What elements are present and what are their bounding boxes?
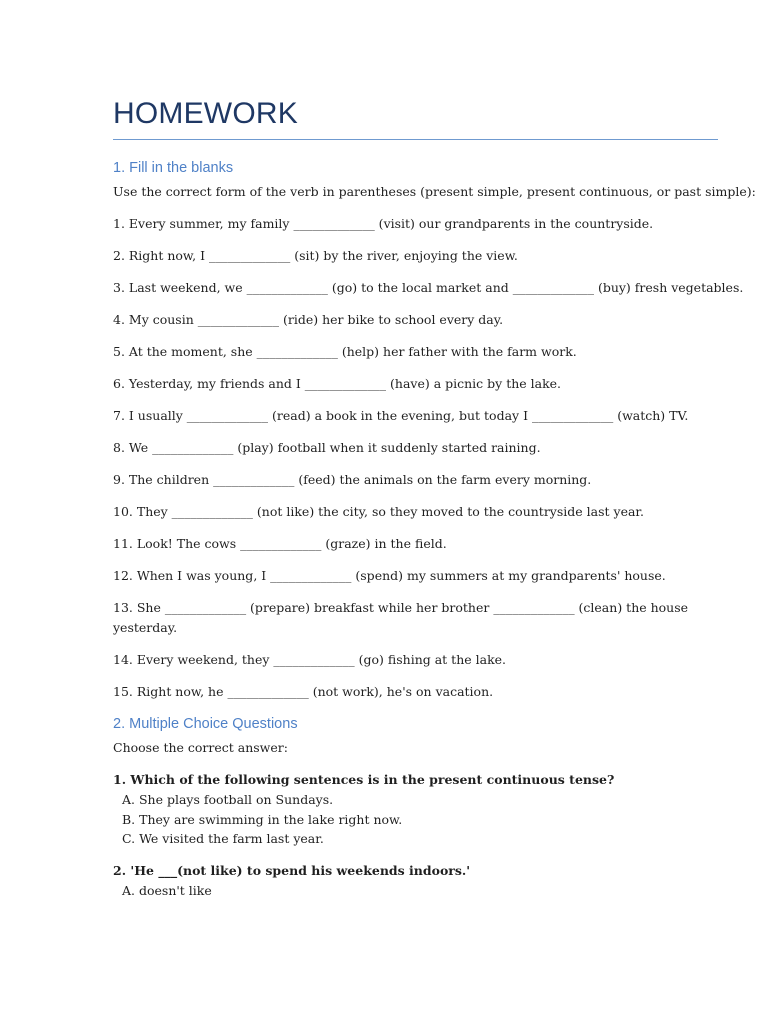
exercise-14: 14. Every weekend, they _____________ (go) fishing at the lake. — [113, 652, 507, 667]
exercise-13: 13. She _____________ (prepare) breakfast while her brother _____________ (clean) the house yesterday. — [113, 600, 689, 635]
exercise-7: 7. I usually _____________ (read) a book in the evening, but today I _____________ (watch) TV. — [113, 408, 689, 423]
section-1-instruction: Use the correct form of the verb in parentheses (present simple, present continuous, or past simple): — [113, 184, 756, 199]
question-2: 2. 'He ___(not like) to spend his weekends indoors.' — [113, 862, 471, 878]
exercise-5: 5. At the moment, she _____________ (help) her father with the farm work. — [113, 344, 577, 359]
exercise-6: 6. Yesterday, my friends and I _____________ (have) a picnic by the lake. — [113, 376, 562, 391]
exercise-10: 10. They _____________ (not like) the city, so they moved to the countryside last year. — [113, 504, 644, 519]
title-underline — [113, 139, 718, 140]
section-2-heading: 2. Multiple Choice Questions — [113, 716, 298, 732]
question-1: 1. Which of the following sentences is in the present continuous tense? — [113, 772, 615, 787]
exercise-11: 11. Look! The cows _____________ (graze) in the field. — [113, 536, 447, 551]
question-2-option-a: A. doesn't like — [122, 882, 212, 898]
document-body — [113, 158, 756, 900]
exercise-15: 15. Right now, he _____________ (not work), he's on vacation. — [113, 684, 494, 699]
exercise-1: 1. Every summer, my family _____________ (visit) our grandparents in the countryside. — [113, 216, 654, 231]
exercise-9: 9. The children _____________ (feed) the animals on the farm every morning. — [113, 472, 592, 487]
exercise-2: 2. Right now, I _____________ (sit) by the river, enjoying the view. — [113, 248, 518, 263]
question-1-option-b: B. They are swimming in the lake right now. — [122, 811, 403, 827]
question-1-option-a: A. She plays football on Sundays. — [122, 792, 334, 807]
section-1-heading: 1. Fill in the blanks — [113, 160, 234, 176]
exercise-4: 4. My cousin _____________ (ride) her bike to school every day. — [113, 312, 504, 327]
section-2-instruction: Choose the correct answer: — [113, 740, 288, 755]
exercise-8: 8. We _____________ (play) football when it suddenly started raining. — [113, 440, 541, 455]
exercise-3: 3. Last weekend, we _____________ (go) to the local market and _____________ (buy) fresh vegetables. — [113, 280, 744, 295]
exercise-12: 12. When I was young, I _____________ (spend) my summers at my grandparents' house. — [113, 568, 666, 583]
document-title: HOMEWORK — [113, 97, 298, 130]
question-1-option-c: C. We visited the farm last year. — [122, 831, 324, 846]
